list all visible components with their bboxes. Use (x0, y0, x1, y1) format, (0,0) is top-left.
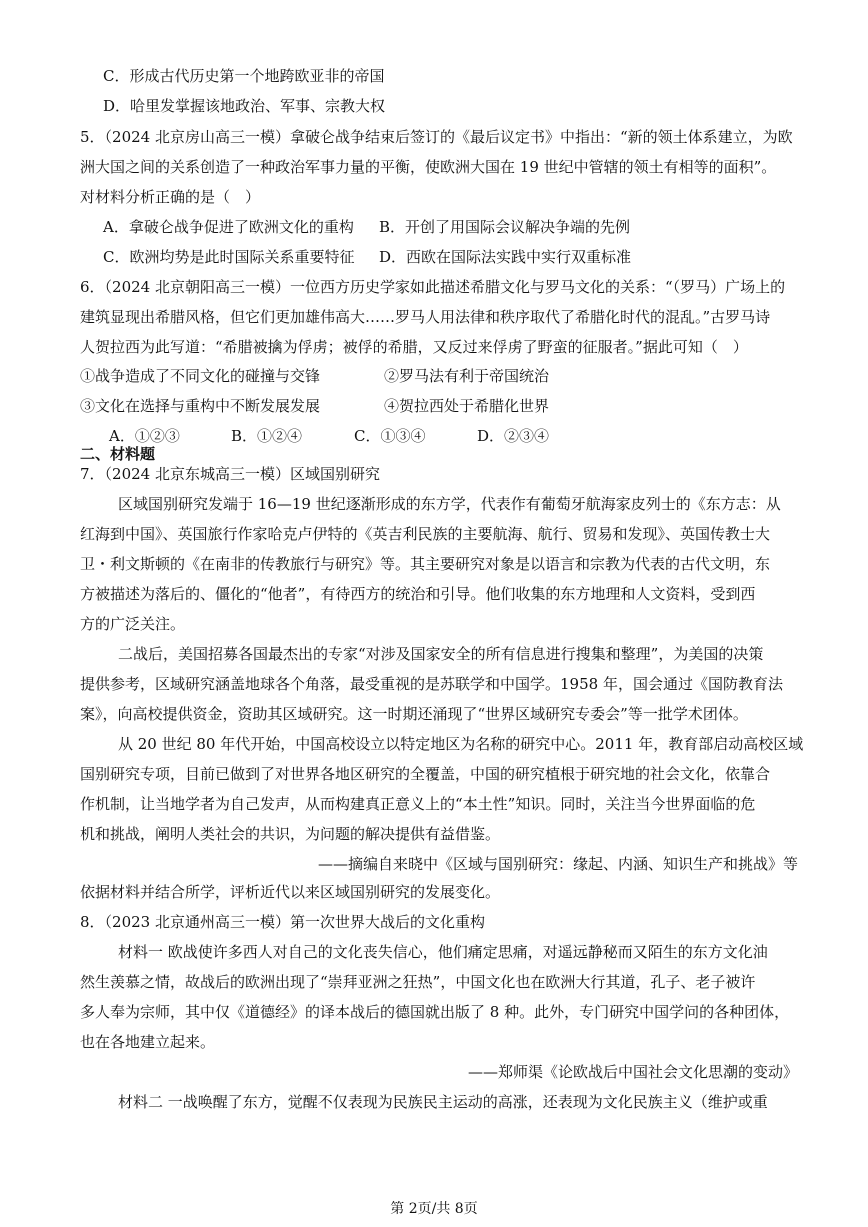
q7-paragraph-1-line-1: 区域国别研究发端于 16—19 世纪逐渐形成的东方学，代表作有葡萄牙航海家皮列士的《东方志：从 (118, 495, 781, 513)
q6-stem-line-3: 人贺拉西为此写道：“希腊被擒为俘虏；被俘的希腊，又反过来俘虏了野蛮的征服者。”据此可知（ ） (80, 338, 748, 356)
q8-title: 8．（2023 北京通州高三一模）第一次世界大战后的文化重构 (80, 913, 485, 931)
q7-paragraph-2-line-3: 案》，向高校提供资金，资助其区域研究。这一时期还涌现了“世界区域研究专委会”等一批学术团体。 (80, 705, 748, 723)
q5-option-a: A．拿破仑战争促进了欧洲文化的重构 (103, 218, 354, 236)
q8-material-1-line-2: 然生羡慕之情，故战后的欧洲出现了“崇拜亚洲之狂热”，中国文化也在欧洲大行其道，孔子、老子被许 (80, 973, 756, 991)
q6-option-a: A．①②③ (109, 427, 180, 445)
q5-option-d: D．西欧在国际法实践中实行双重标准 (379, 248, 632, 266)
q7-paragraph-2-line-1: 二战后，美国招募各国最杰出的专家“对涉及国家安全的所有信息进行搜集和整理”，为美国的决策 (118, 645, 764, 663)
page-number-footer: 第 2页/共 8页 (390, 1201, 478, 1217)
q7-paragraph-3-line-2: 国别研究专项，目前已做到了对世界各地区研究的全覆盖，中国的研究植根于研究地的社会文化，依靠合 (80, 765, 771, 783)
q5-option-b: B．开创了用国际会议解决争端的先例 (379, 218, 631, 236)
q6-statement-2: ②罗马法有利于帝国统治 (384, 367, 550, 385)
q5-stem-line-3: 对材料分析正确的是（ ） (80, 188, 261, 206)
q4-option-d: D．哈里发掌握该地政治、军事、宗教大权 (103, 97, 386, 115)
q7-question-prompt: 依据材料并结合所学，评析近代以来区域国别研究的发展变化。 (80, 883, 501, 901)
q5-option-c: C．欧洲均势是此时国际关系重要特征 (103, 248, 355, 266)
q7-title: 7．（2024 北京东城高三一模）区域国别研究 (80, 465, 380, 483)
q6-option-c: C．①③④ (354, 427, 426, 445)
q7-source-citation: ——摘编自来晓中《区域与国别研究：缘起、内涵、知识生产和挑战》等 (317, 855, 798, 873)
q8-material-1-source: ——郑师渠《论欧战后中国社会文化思潮的变动》 (467, 1063, 798, 1081)
q8-material-2-line-1: 材料二 一战唤醒了东方，觉醒不仅表现为民族民主运动的高涨，还表现为文化民族主义（维护或重 (118, 1093, 768, 1111)
q8-material-1-line-4: 也在各地建立起来。 (80, 1033, 216, 1051)
q6-option-d: D．②③④ (477, 427, 550, 445)
q7-paragraph-3-line-3: 作机制，让当地学者为自己发声，从而构建真正意义上的“本土性”知识。同时，关注当今世界面临的危 (80, 795, 756, 813)
q7-paragraph-1-line-2: 红海到中国》、英国旅行作家哈克卢伊特的《英吉利民族的主要航海、航行、贸易和发现》、英国传教士大 (80, 525, 771, 543)
q5-stem-line-1: 5．（2024 北京房山高三一模）拿破仑战争结束后签订的《最后议定书》中指出：“新的领土体系建立，为欧 (80, 128, 793, 146)
section-heading-material-questions: 二、材料题 (80, 445, 156, 463)
q6-statement-3: ③文化在选择与重构中不断发展发展 (80, 397, 321, 415)
q6-statement-4: ④贺拉西处于希腊化世界 (384, 397, 550, 415)
q7-paragraph-3-line-4: 机和挑战，阐明人类社会的共识，为问题的解决提供有益借鉴。 (80, 825, 501, 843)
q7-paragraph-1-line-3: 卫・利文斯顿的《在南非的传教旅行与研究》等。其主要研究对象是以语言和宗教为代表的古代文明，东 (80, 555, 771, 573)
q7-paragraph-2-line-2: 提供参考，区域研究涵盖地球各个角落，最受重视的是苏联学和中国学。1958 年，国会通过《国防教育法 (80, 675, 783, 693)
q7-paragraph-1-line-5: 方的广泛关注。 (80, 615, 186, 633)
q4-option-c: C．形成古代历史第一个地跨欧亚非的帝国 (103, 67, 385, 85)
q7-paragraph-1-line-4: 方被描述为落后的、僵化的“他者”，有待西方的统治和引导。他们收集的东方地理和人文资料，受到西 (80, 585, 756, 603)
q8-material-1-line-3: 多人奉为宗师，其中仅《道德经》的译本战后的德国就出版了 8 种。此外，专门研究中国学问的各种团体， (80, 1003, 790, 1021)
q7-paragraph-3-line-1: 从 20 世纪 80 年代开始，中国高校设立以特定地区为名称的研究中心。2011 年，教育部启动高校区域 (118, 735, 804, 753)
q6-stem-line-1: 6．（2024 北京朝阳高三一模）一位西方历史学家如此描述希腊文化与罗马文化的关系：“（罗马）广场上的 (80, 278, 786, 296)
q5-stem-line-2: 洲大国之间的关系创造了一种政治军事力量的平衡，使欧洲大国在 19 世纪中管辖的领土有相等的面积”。 (80, 158, 777, 176)
q8-material-1-line-1: 材料一 欧战使许多西人对自己的文化丧失信心，他们痛定思痛，对遥远静秘而又陌生的东方文化油 (118, 943, 768, 961)
q6-option-b: B．①②④ (231, 427, 303, 445)
q6-stem-line-2: 建筑显现出希腊风格，但它们更加雄伟高大……罗马人用法律和秩序取代了希腊化时代的混乱。”古罗马诗 (80, 308, 771, 326)
q6-statement-1: ①战争造成了不同文化的碰撞与交锋 (80, 367, 321, 385)
